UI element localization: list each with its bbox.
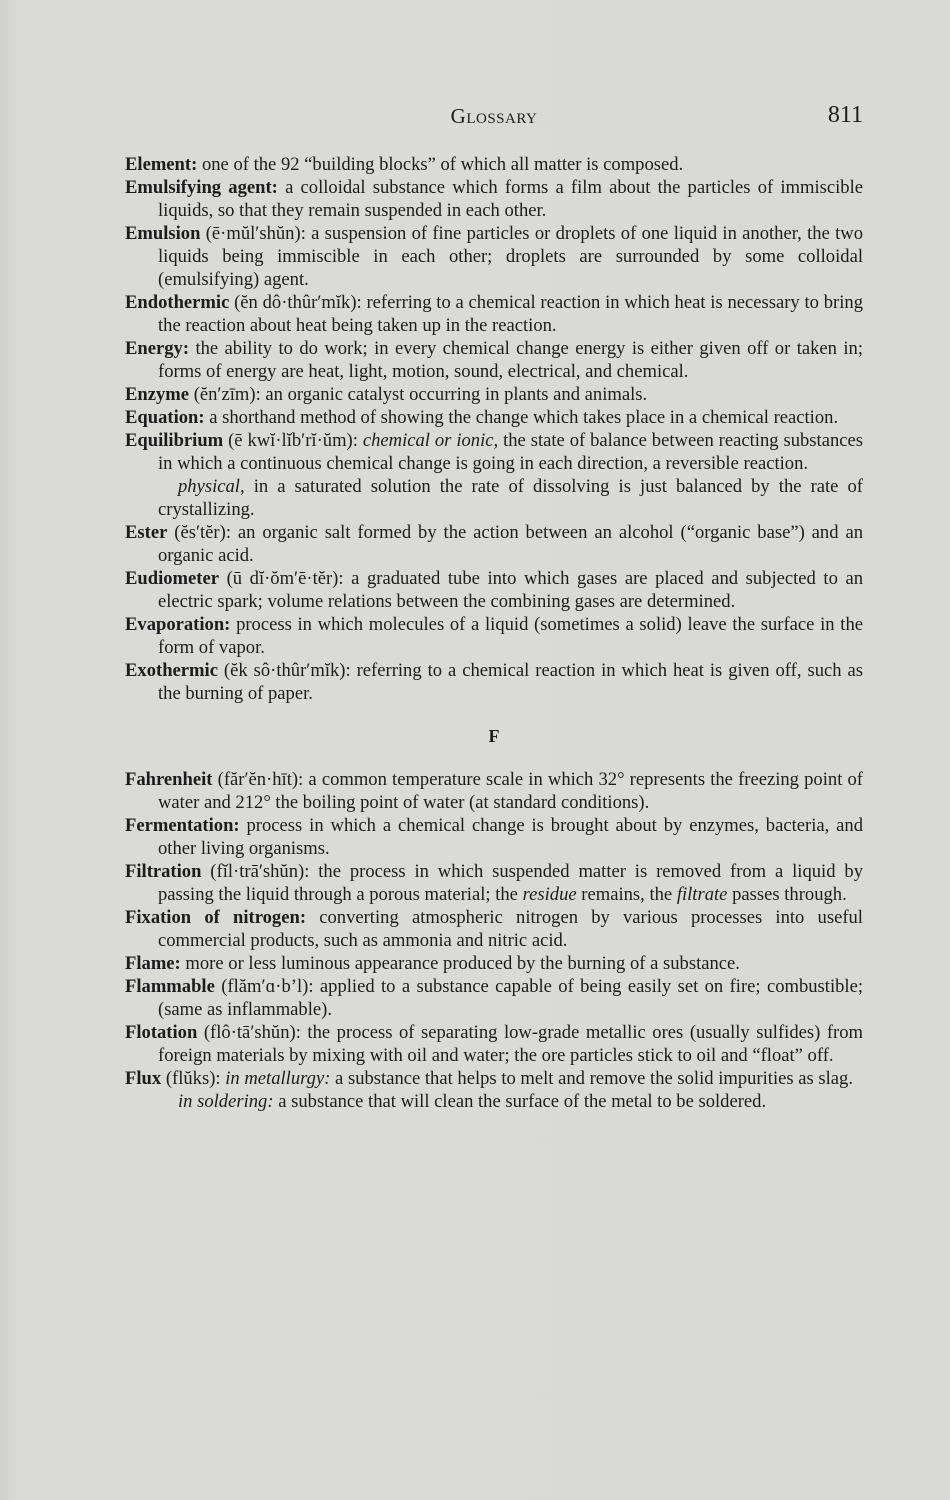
glossary-entry: Endothermic (ĕn dô·thûr′mĭk): referring to a chemical reaction in which heat is necessary to bring the reaction about heat being taken up in the reaction. (125, 292, 863, 336)
glossary-entry: Flame: more or less luminous appearance produced by the burning of a substance. (125, 953, 740, 974)
glossary-entry: Eudiometer (ū dĭ·ŏm′ē·tĕr): a graduated tube into which gases are placed and subjected to an electric spark; volume relations between the combining gases are determined. (125, 568, 864, 612)
glossary-section-e (125, 153, 863, 1113)
glossary-entry: Emulsifying agent: a colloidal substance which forms a film about the particles of immiscible liquids, so that they remain suspended in each other. (125, 177, 864, 221)
glossary-subentry: in soldering: a substance that will clean the surface of the metal to be soldered. (178, 1091, 767, 1112)
glossary-entry-flux: Flux (flŭks): in metallurgy: a substance that helps to melt and remove the solid impurities as slag. (125, 1068, 853, 1089)
glossary-entry: Evaporation: process in which molecules of a liquid (sometimes a solid) leave the surface in the form of vapor. (125, 614, 863, 658)
glossary-entry: Ester (ĕs′tĕr): an organic salt formed by the action between an alcohol (“organic base”) and an organic acid. (125, 522, 863, 566)
glossary-entry: Fahrenheit (făr′ĕn·hīt): a common temperature scale in which 32° represents the freezing point of water and 212° the boiling point of water (at standard conditions). (125, 769, 863, 813)
glossary-entry: Flammable (flăm′ɑ·b’l): applied to a substance capable of being easily set on fire; combustible; (same as inflammable). (125, 976, 864, 1020)
page-header (125, 104, 863, 138)
glossary-entry: Fermentation: process in which a chemical change is brought about by enzymes, bacteria, and other living organisms. (125, 815, 863, 859)
glossary-subentry: physical, in a saturated solution the rate of dissolving is just balanced by the rate of crystallizing. (158, 476, 863, 520)
glossary-entry-filtration: Filtration (fĭl·trā′shŭn): the process in which suspended matter is removed from a liquid by passing the liquid through a porous material; the residue remains, the filtrate passes through. (125, 861, 863, 905)
running-head: Glossary (450, 104, 538, 128)
glossary-entry: Element: one of the 92 “building blocks” of which all matter is composed. (125, 154, 684, 175)
glossary-entry: Flotation (flô·tā′shŭn): the process of separating low-grade metallic ores (usually sulfides) from foreign materials by mixing with oil and water; the ore particles stick to oil and “float” off. (125, 1022, 863, 1066)
glossary-entry: Emulsion (ē·mŭl′shŭn): a suspension of fine particles or droplets of one liquid in another, the two liquids being immiscible in each other; droplets are surrounded by some colloidal (emulsifying) agent. (125, 223, 863, 290)
glossary-entry: Enzyme (ĕn′zīm): an organic catalyst occurring in plants and animals. (125, 384, 648, 405)
glossary-entry: Equation: a shorthand method of showing the change which takes place in a chemical reaction. (125, 407, 839, 428)
glossary-entry: Exothermic (ĕk sô·thûr′mĭk): referring to a chemical reaction in which heat is given off, such as the burning of paper. (125, 660, 863, 704)
glossary-entry: Fixation of nitrogen: converting atmospheric nitrogen by various processes into useful commercial products, such as ammonia and nitric acid. (125, 907, 863, 951)
section-letter: F (488, 726, 500, 746)
glossary-entry-equilibrium: Equilibrium (ē kwĭ·lĭb′rĭ·ŭm): chemical or ionic, the state of balance between reacting substances in which a continuous chemical change is going in each direction, a reversible reaction. (125, 430, 863, 474)
glossary-entry: Energy: the ability to do work; in every chemical change energy is either given off or taken in; forms of energy are heat, light, motion, sound, electrical, and chemical. (125, 338, 863, 382)
page-number: 811 (827, 102, 863, 128)
